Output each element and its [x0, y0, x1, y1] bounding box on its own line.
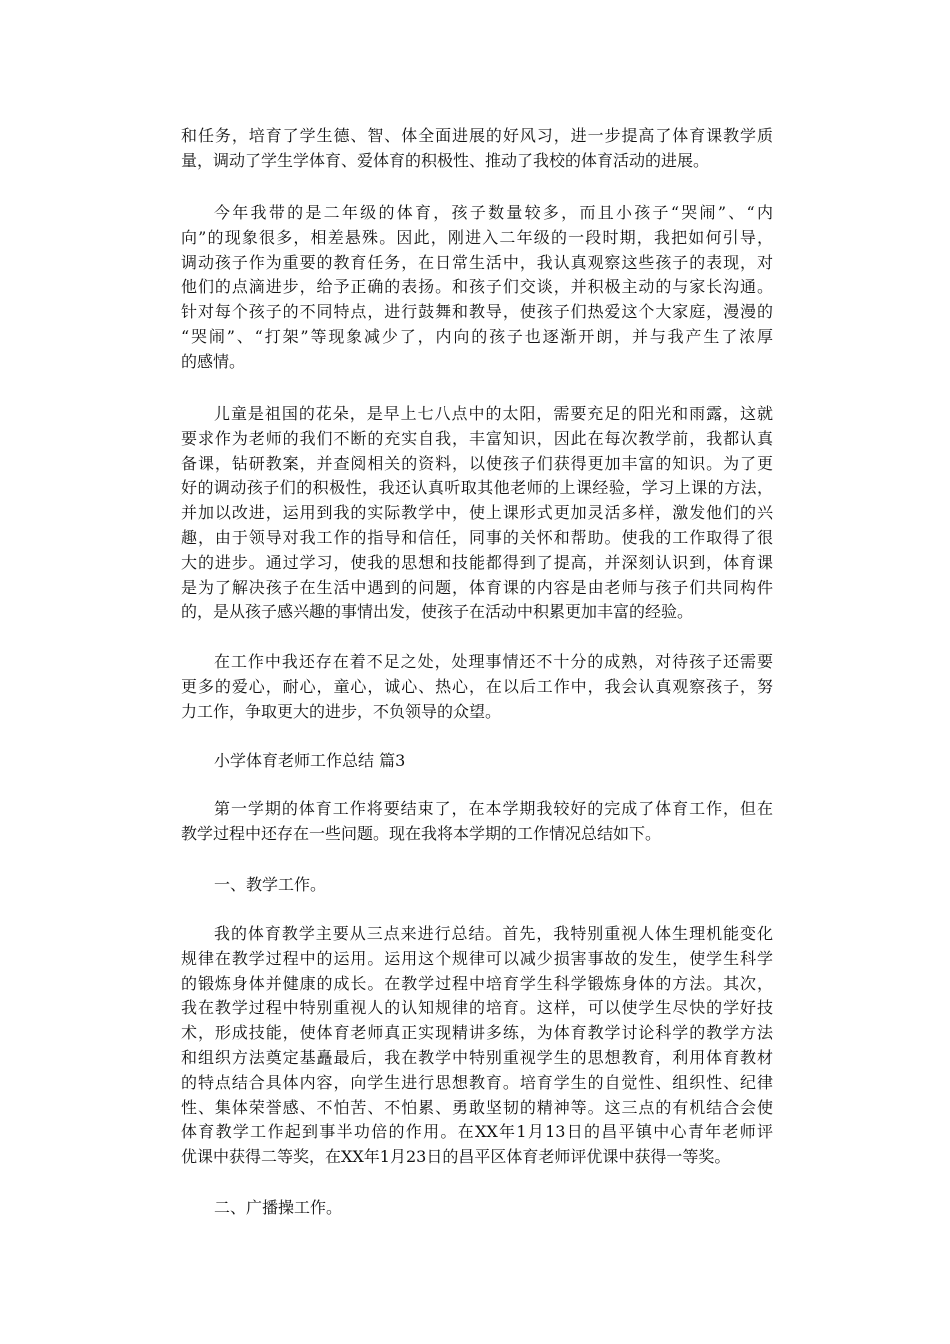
text-line: 的特点结合具体内容，向学生进行思想教育。培育学生的自觉性、组织性、纪律	[181, 1072, 773, 1092]
text-line: 的感情。	[181, 351, 246, 371]
text-line: 今年我带的是二年级的体育，孩子数量较多，而且小孩子“哭闹”、“内	[214, 203, 773, 222]
text-line: 是为了解决孩子在生活中遇到的问题，体育课的内容是由老师与孩子们共同构件	[181, 577, 773, 597]
text-line: 并加以改进，运用到我的实际教学中，使上课形式更加灵活多样，激发他们的兴	[181, 503, 773, 523]
text-line: 儿童是祖国的花朵，是早上七八点中的太阳，需要充足的阳光和雨露，这就	[214, 404, 773, 423]
text-line: 规律在教学过程中的运用。运用这个规律可以减少损害事故的发生，使学生科学	[181, 948, 773, 968]
text-line: 大的进步。通过学习，使我的思想和技能都得到了提高，并深刻认识到，体育课	[181, 552, 773, 572]
text-line: 在工作中我还存在着不足之处，处理事情还不十分的成熟，对待孩子还需要	[214, 652, 773, 671]
text-line: 体育教学工作起到事半功倍的作用。在XX年1月13日的昌平镇中心青年老师评	[181, 1122, 773, 1142]
text-line: 第一学期的体育工作将要结束了，在本学期我较好的完成了体育工作，但在	[214, 799, 773, 818]
text-line: 和组织方法奠定基矗最后，我在教学中特别重视学生的思想教育，利用体育教材	[181, 1047, 773, 1067]
text-line: 我的体育教学主要从三点来进行总结。首先，我特别重视人体生理机能变化	[214, 924, 773, 943]
text-line: 趣，由于领导对我工作的指导和信任，同事的关怀和帮助。使我的工作取得了很	[181, 527, 773, 547]
text-line: 他们的点滴进步，给予正确的表扬。和孩子们交谈，并积极主动的与家长沟通。	[181, 277, 773, 297]
text-line: 针对每个孩子的不同特点，进行鼓舞和教导，使孩子们热爱这个大家庭，漫漫的	[181, 302, 773, 322]
text-line: 更多的爱心，耐心，童心，诚心、热心，在以后工作中，我会认真观察孩子，努	[181, 676, 773, 696]
text-line: 力工作，争取更大的进步，不负领导的众望。	[181, 701, 502, 721]
text-line: 的，是从孩子感兴趣的事情出发，使孩子在活动中积累更加丰富的经验。	[181, 602, 694, 622]
paragraph-5	[181, 797, 773, 847]
text-line: 性、集体荣誉感、不怕苦、不怕累、勇敢坚韧的精神等。这三点的有机结合会使	[181, 1097, 773, 1117]
text-line: 好的调动孩子们的积极性，我还认真听取其他老师的上课经验，学习上课的方法，	[181, 478, 773, 498]
text-line: 调动孩子作为重要的教育任务，在日常生活中，我认真观察这些孩子的表现，对	[181, 252, 773, 272]
paragraph-3	[181, 402, 773, 625]
section-title: 小学体育老师工作总结 篇3	[214, 751, 406, 770]
paragraph-6	[181, 922, 773, 1170]
text-line: 要求作为老师的我们不断的充实自我，丰富知识，因此在每次教学前，我都认真	[181, 428, 773, 448]
text-line: 教学过程中还存在一些问题。现在我将本学期的工作情况总结如下。	[181, 823, 662, 843]
text-line: 量，调动了学生学体育、爱体育的积极性、推动了我校的体育活动的进展。	[181, 150, 710, 170]
paragraph-2	[181, 201, 773, 375]
text-line: 备课，钻研教案，并查阅相关的资料，以使孩子们获得更加丰富的知识。为了更	[181, 453, 773, 473]
text-line: 和任务，培育了学生德、智、体全面进展的好风习，进一步提高了体育课教学质	[181, 126, 773, 145]
text-line: 向”的现象很多，相差悬殊。因此，刚进入二年级的一段时期，我把如何引导，	[181, 227, 773, 247]
heading-teaching-work: 一、教学工作。	[214, 875, 327, 894]
heading-broadcast-exercise: 二、广播操工作。	[214, 1198, 343, 1217]
text-line: “哭闹”、“打架”等现象减少了，内向的孩子也逐渐开朗，并与我产生了浓厚	[181, 326, 773, 346]
paragraph-4	[181, 650, 773, 724]
text-line: 的锻炼身体并健康的成长。在教学过程中培育学生科学锻炼身体的方法。其次，	[181, 973, 773, 993]
text-line: 优课中获得二等奖，在XX年1月23日的昌平区体育老师评优课中获得一等奖。	[181, 1147, 731, 1167]
text-line: 我在教学过程中特别重视人的认知规律的培育。这样，可以使学生尽快的学好技	[181, 998, 773, 1018]
text-line: 术，形成技能，使体育老师真正实现精讲多练，为体育教学讨论科学的教学方法	[181, 1023, 773, 1043]
paragraph-1	[181, 124, 773, 174]
